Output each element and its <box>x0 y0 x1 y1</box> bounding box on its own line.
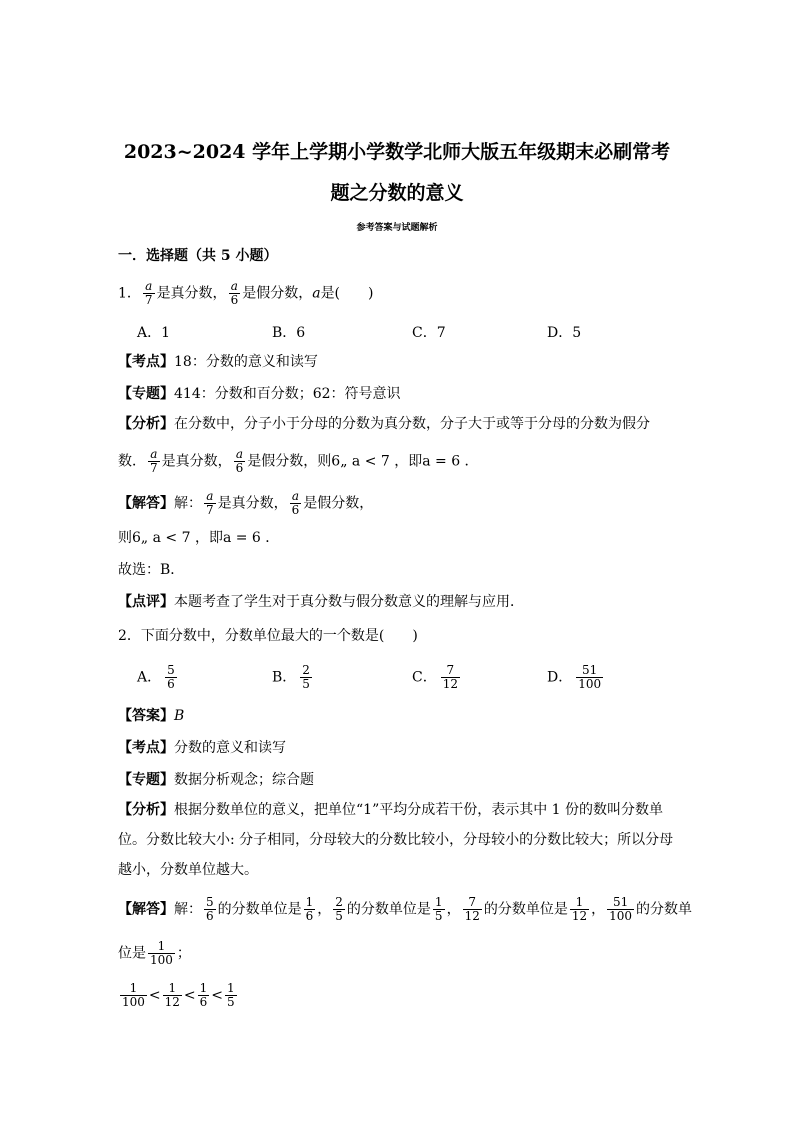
page-title-line1: 2023~2024 学年上学期小学数学北师大版五年级期末必刷常考 <box>123 141 671 163</box>
q2-stem: 2．下面分数中，分数单位最大的一个数是( ) <box>118 628 418 644</box>
q2-fenxi-line2: 位。分数比较大小: 分子相同，分母较大的分数比较小，分母较小的分数比较大；所以分母 <box>118 832 674 848</box>
q2-fenxi-line1: 【分析】根据分数单位的意义，把单位“1”平均分成若干份，表示其中 1 份的数叫分数单 <box>118 802 664 818</box>
q2-answer: 【答案】B <box>118 708 185 724</box>
q1-dianping: 【点评】本题考查了学生对于真分数与假分数意义的理解与应用． <box>118 594 524 610</box>
q2-jieda-line2: 位是 $\frac{1}{100}$ ； <box>118 939 191 967</box>
q1-jieda-line1: 【解答】解： $\frac{a}{7}$ 是真分数， $\frac{a}{6}$ 是假分数， <box>118 489 374 517</box>
section-heading: 一．选择题（共 5 小题） <box>118 248 278 264</box>
q1-choice: 故选：B． <box>118 562 185 578</box>
q1-jieda-line2: 则6„ a < 7 ，即a = 6 ． <box>118 530 280 546</box>
q1-stem: 1． $\frac{a}{7}$ 是真分数， $\frac{a}{6}$ 是假分数，a是( ) <box>118 279 374 307</box>
q2-option-a: A． $\frac{5}{6}$ <box>137 663 175 691</box>
q2-comparison: $\frac{1}{100}$ < $\frac{1}{12}$ < $\frac{1}{6}$ < $\frac{1}{5}$ <box>122 981 235 1009</box>
q1-fenxi-line2: 数． $\frac{a}{7}$ 是真分数， $\frac{a}{6}$ 是假分数，则6„ a < 7 ，即a = 6 ． <box>118 447 479 475</box>
q2-jieda-line1: 【解答】解： $\frac{5}{6}$ 的分数单位是 $\frac{1}{6}$ ， $\frac{2}{5}$ 的分数单位是 $\frac{1}{5}$ ， $\frac{7}{12}$ 的分数单位是 $\frac{1}{12}$ ， $\frac{51}{100}$ 的分数单 <box>118 895 693 923</box>
q2-option-d: D． $\frac{51}{100}$ <box>547 663 602 691</box>
q2-option-c: C． $\frac{7}{12}$ <box>412 663 458 691</box>
q1-option-b: B．6 <box>272 325 306 341</box>
page-title-line2: 题之分数的意义 <box>330 182 464 204</box>
q2-kaodian: 【考点】分数的意义和读写 <box>118 740 286 756</box>
q1-kaodian: 【考点】18：分数的意义和读写 <box>118 354 318 370</box>
q2-zhuanti: 【专题】数据分析观念；综合题 <box>118 772 314 788</box>
page-subtitle: 参考答案与试题解析 <box>356 223 438 233</box>
q1-zhuanti: 【专题】414：分数和百分数；62：符号意识 <box>118 386 401 402</box>
q1-option-a: A．1 <box>137 325 171 341</box>
q2-option-b: B． $\frac{2}{5}$ <box>272 663 310 691</box>
q1-option-c: C．7 <box>412 325 446 341</box>
q1-fenxi-line1: 【分析】在分数中，分子小于分母的分数为真分数，分子大于或等于分母的分数为假分 <box>118 416 650 432</box>
q1-option-d: D．5 <box>547 325 582 341</box>
q2-fenxi-line3: 越小，分数单位越大。 <box>118 862 258 878</box>
